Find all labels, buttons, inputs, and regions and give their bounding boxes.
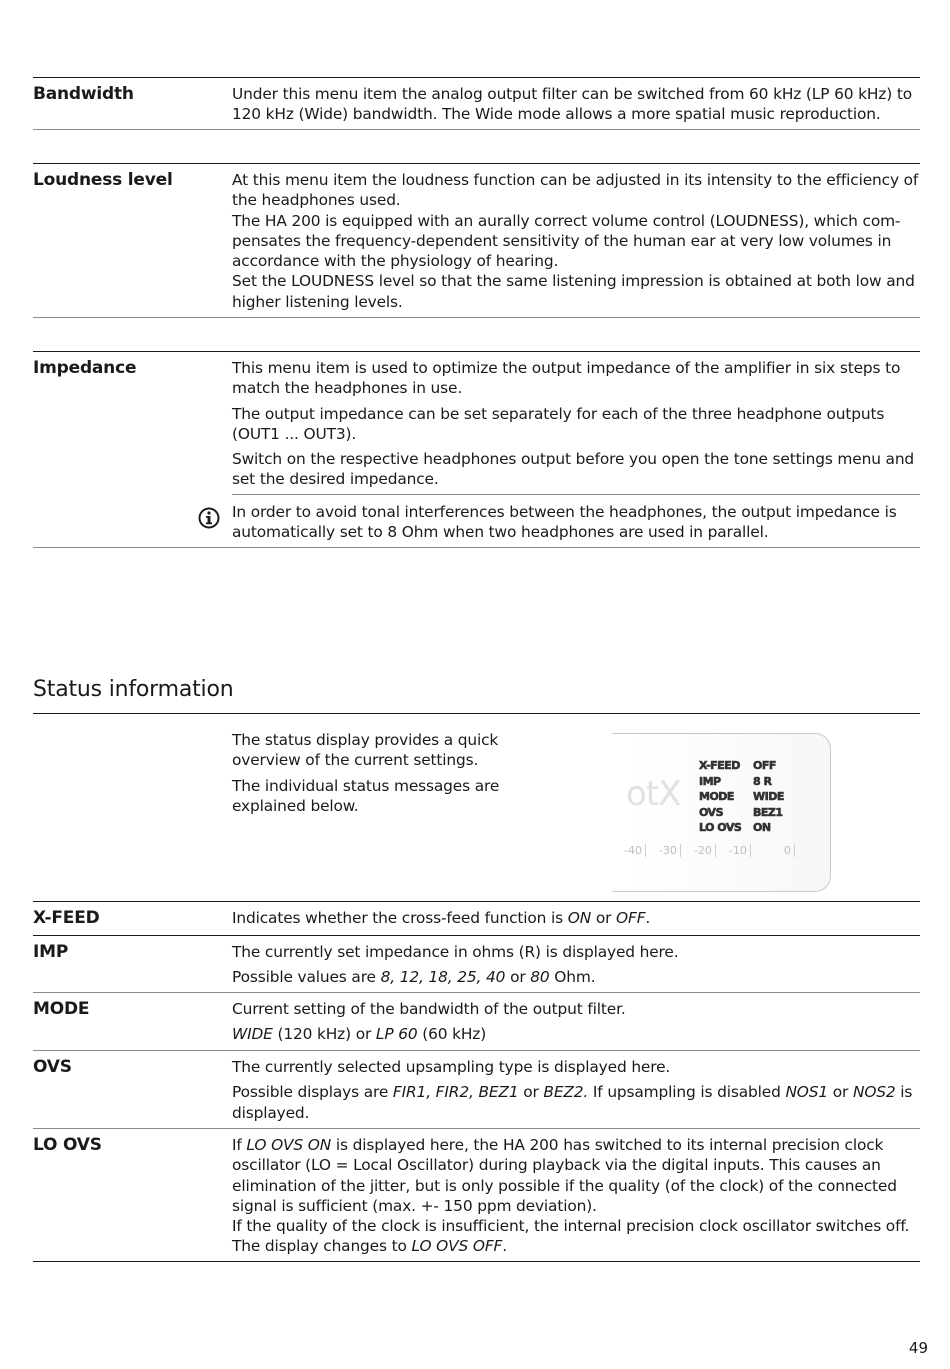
- ovs-nos1: NOS1: [785, 1083, 829, 1102]
- impedance-note: [232, 502, 920, 543]
- ovs-p1: The currently selected upsampling type is displayed here.: [232, 1058, 671, 1076]
- text-run: or: [518, 1083, 544, 1102]
- info-icon: [198, 507, 220, 529]
- status-intro-p1: The status display provides a quick overview of the current settings.: [232, 731, 499, 770]
- rule-ovs-top: [33, 1050, 920, 1051]
- display-value: ON: [753, 821, 771, 834]
- rule-loudness-bottom: [33, 317, 920, 318]
- page-number: 49: [908, 1339, 928, 1357]
- value-on: ON: [567, 909, 592, 927]
- display-value: 8 R: [753, 774, 772, 788]
- rule-section-title: [33, 713, 920, 714]
- text-run: If: [232, 1136, 247, 1154]
- desc-imp: [232, 942, 920, 988]
- rule-impedance-top: [33, 351, 920, 352]
- display-row: [699, 805, 784, 821]
- rule-loovs-top: [33, 1128, 920, 1129]
- xfeed-text: [232, 908, 920, 928]
- display-key: IMP: [699, 774, 721, 788]
- mode-p1: Current setting of the bandwidth of the output filter.: [232, 1000, 626, 1018]
- rule-bandwidth-top: [33, 77, 920, 78]
- text-run: (60 kHz): [417, 1025, 487, 1044]
- text-run: Possible values are: [232, 968, 381, 987]
- desc-bandwidth: [232, 84, 920, 125]
- impedance-p3: Switch on the respective headphones output before you open the tone settings menu and set the desired impedance.: [232, 450, 915, 489]
- desc-ovs: [232, 1057, 920, 1123]
- mode-p2: [232, 1024, 920, 1044]
- status-display-illustration: [612, 733, 831, 892]
- desc-xfeed: [232, 908, 920, 928]
- status-intro: [232, 730, 522, 816]
- display-status-table: [699, 758, 784, 836]
- rule-impedance-note-top: [232, 494, 920, 495]
- text-run: or: [505, 968, 531, 987]
- term-ovs: OVS: [33, 1057, 72, 1077]
- text-run: .: [502, 1237, 507, 1256]
- scale-tick: -20: [694, 844, 716, 857]
- value-off: OFF: [616, 909, 646, 927]
- text-run: Ohm.: [549, 968, 596, 987]
- rule-bandwidth-bottom: [33, 129, 920, 130]
- mode-lp60: LP 60: [375, 1025, 418, 1044]
- text-run: Indicates whether the cross-feed function is: [232, 909, 568, 927]
- term-mode: MODE: [33, 999, 90, 1019]
- imp-values: 8, 12, 18, 25, 40: [380, 968, 506, 987]
- scale-tick: -40: [624, 844, 646, 857]
- ovs-p2: [232, 1082, 920, 1123]
- display-row: [699, 774, 784, 790]
- desc-loudness: [232, 170, 920, 312]
- scale-tick: -10: [729, 844, 751, 857]
- text-run: or: [591, 909, 617, 927]
- desc-impedance: [232, 358, 920, 490]
- rule-impedance-bottom: [33, 547, 920, 548]
- loovs-p1: [232, 1135, 920, 1216]
- imp-value-80: 80: [530, 968, 550, 987]
- loudness-p3: Set the LOUDNESS level so that the same listening impression is obtained at both low and higher listening levels.: [232, 272, 915, 311]
- term-imp: IMP: [33, 942, 69, 962]
- term-xfeed: X-FEED: [33, 908, 100, 928]
- ovs-bez2: BEZ2.: [543, 1083, 589, 1102]
- display-key: LO OVS: [699, 821, 742, 834]
- section-title: Status information: [33, 677, 234, 702]
- display-key: MODE: [699, 790, 734, 803]
- display-row: [699, 758, 784, 774]
- text-run: If the quality of the clock is insufficient, the internal precision clock oscillator switches off. The display changes to: [232, 1217, 910, 1256]
- term-loovs: LO OVS: [33, 1135, 102, 1155]
- display-row: [699, 820, 784, 836]
- rule-mode-top: [33, 992, 920, 993]
- desc-mode: [232, 999, 920, 1045]
- rule-xfeed-top: [33, 901, 920, 902]
- display-key: OVS: [699, 805, 723, 819]
- display-value: BEZ1: [753, 805, 783, 819]
- text-run: is displayed here, the HA 200 has switched to its internal precision clock oscillator (LO = Local Oscillator) during playback via the digital inputs. This causes an elimination of the jitter, but is only possible if the quality (of the clock) of the connected signal is sufficient (max. +- 150 ppm deviation).: [232, 1136, 897, 1215]
- loudness-p1: At this menu item the loudness function can be adjusted in its intensity to the efficiency of the headphones used.: [232, 171, 919, 210]
- loovs-off: LO OVS OFF: [411, 1237, 503, 1256]
- text-run: or: [828, 1083, 853, 1102]
- impedance-p1: This menu item is used to optimize the output impedance of the amplifier in six steps to match the headphones in use.: [232, 359, 901, 398]
- rule-imp-top: [33, 935, 920, 936]
- loovs-on: LO OVS ON: [246, 1136, 332, 1154]
- display-level-scale: [624, 844, 808, 857]
- loovs-p2: [232, 1216, 920, 1257]
- text-run: If upsampling is disabled: [588, 1083, 786, 1102]
- impedance-p2: The output impedance can be set separately for each of the three headphone outputs (OUT1 ... OUT3).: [232, 404, 885, 443]
- text-run: .: [645, 909, 651, 927]
- mode-wide: WIDE: [232, 1025, 273, 1044]
- ovs-values: FIR1, FIR2, BEZ1: [392, 1083, 519, 1102]
- text-run: (120 kHz) or: [272, 1025, 376, 1044]
- rule-loovs-bottom: [33, 1261, 920, 1262]
- bandwidth-text: Under this menu item the analog output filter can be switched from 60 kHz (LP 60 kHz) to 120 kHz (Wide) bandwidth. The Wide mode allows a more spatial music reproduction.: [232, 85, 912, 124]
- text-run: Possible displays are: [232, 1083, 393, 1102]
- display-value: OFF: [753, 759, 776, 772]
- imp-p2: [232, 967, 920, 987]
- text-run: is displayed.: [232, 1083, 913, 1122]
- term-loudness: Loudness level: [33, 170, 173, 190]
- loudness-p2: The HA 200 is equipped with an aurally correct volume control (LOUDNESS), which com-pensates the frequency-dependent sensitivity of the human ear at very low volumes in accordance with the physiology of hearing.: [232, 211, 901, 271]
- display-row: [699, 789, 784, 805]
- rule-loudness-top: [33, 163, 920, 164]
- display-value: WIDE: [753, 790, 784, 803]
- scale-tick: 0: [784, 844, 795, 857]
- imp-p1: The currently set impedance in ohms (R) is displayed here.: [232, 943, 679, 961]
- impedance-note-text: In order to avoid tonal interferences between the headphones, the output impedance is automatically set to 8 Ohm when two headphones are used in parallel.: [232, 503, 897, 542]
- term-impedance: Impedance: [33, 358, 137, 378]
- status-intro-p2: The individual status messages are explained below.: [232, 776, 500, 815]
- display-ghost-text: otX: [626, 774, 681, 814]
- desc-loovs: [232, 1135, 920, 1257]
- term-bandwidth: Bandwidth: [33, 84, 134, 104]
- ovs-nos2: NOS2: [852, 1083, 896, 1102]
- display-key: X-FEED: [699, 759, 740, 772]
- scale-tick: -30: [659, 844, 681, 857]
